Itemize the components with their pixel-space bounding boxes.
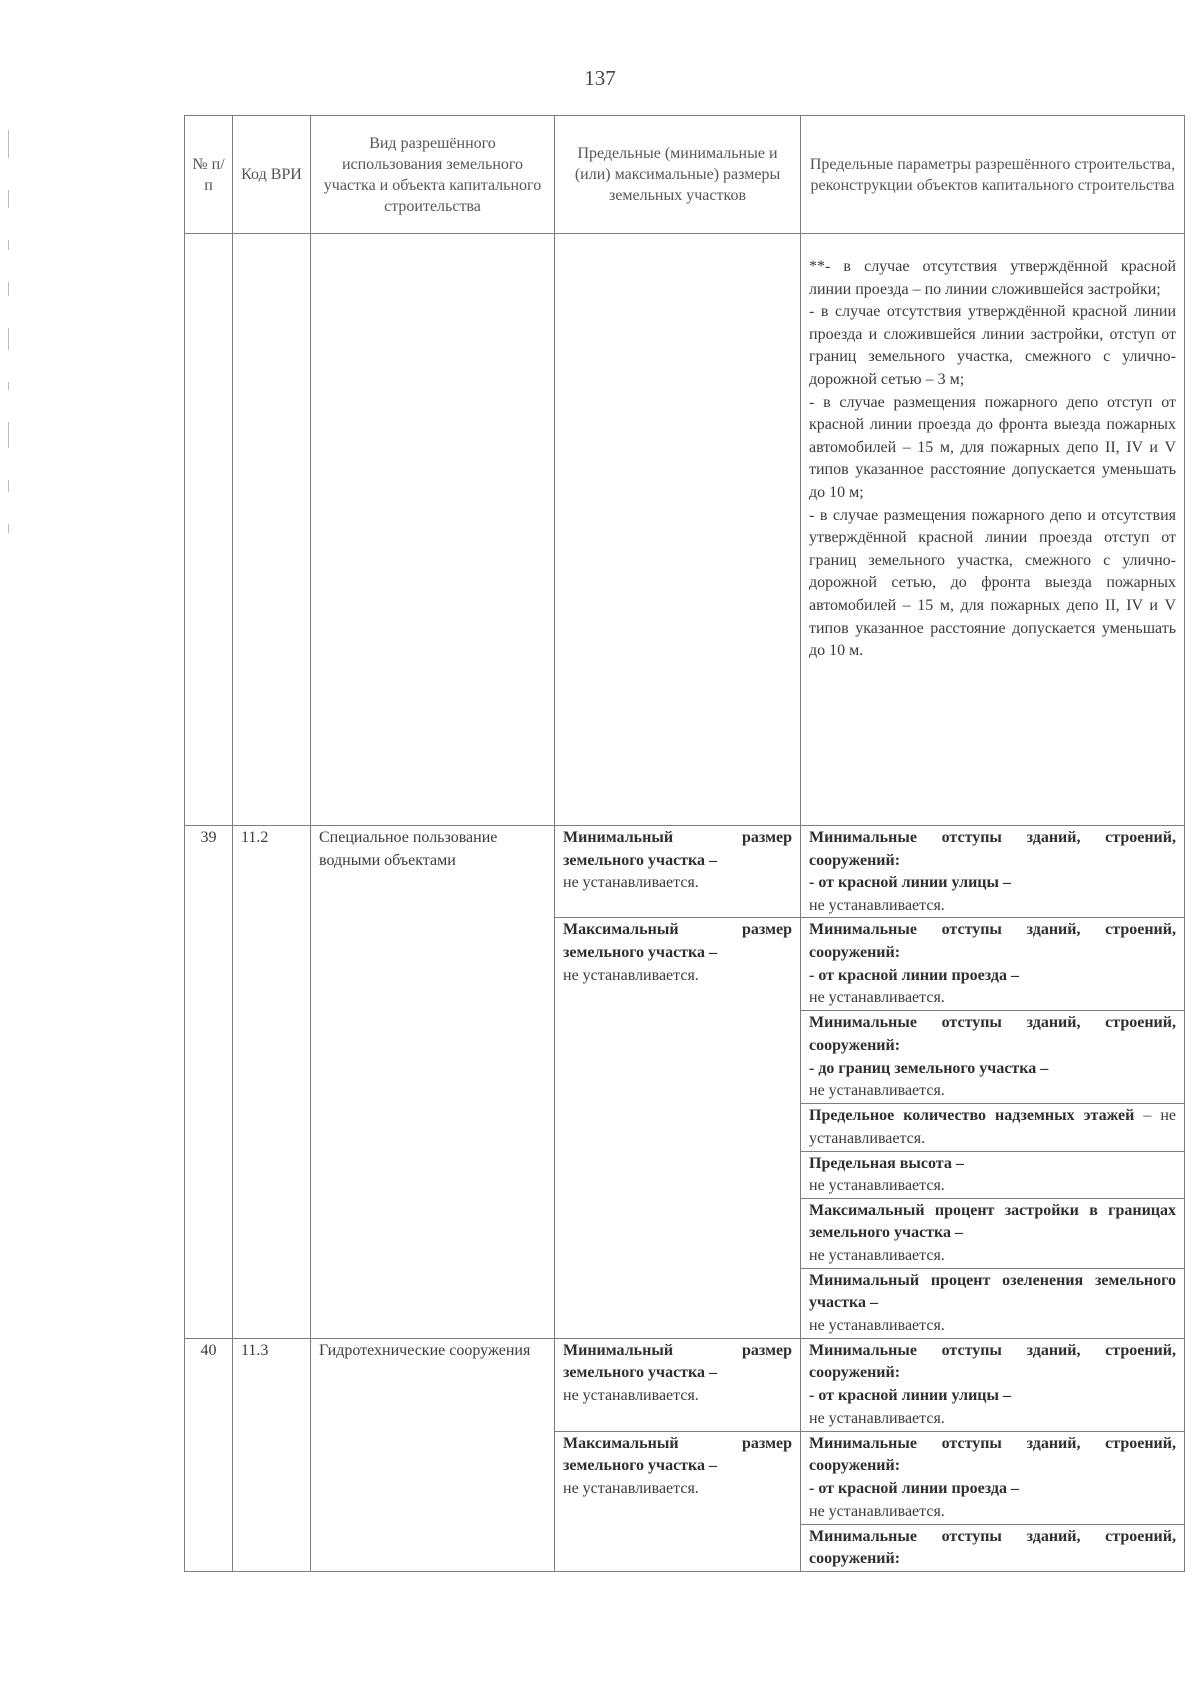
- continuation-text: **- в случае отсутствия утверждённой красной линии проезда – по линии сложившейся застройки; - в случае отсутствия утверждённой красной линии проезда и сложившейся линии застройки, отступ от границ земельного участка, смежного с улично-дорожной сетью – 3 м; - в случае размещения пожарного депо отступ от красной линии проезда до фронта выезда пожарных автомобилей – 15 м, для пожарных депо II, IV и V типов указанное расстояние допускается уменьшать до 10 м; - в случае размещения пожарного депо и отсутствия утверждённой красной линии проезда отступ от границ земельного участка, смежного с улично-дорожной сетью, до фронта выезда пожарных автомобилей – 15 м, для пожарных депо II, IV и V типов указанное расстояние допускается уменьшать до 10 м.: [801, 234, 1185, 826]
- row-param: Минимальные отступы зданий, строений, сооружений: - от красной линии улицы – не устанавливается.: [801, 1338, 1185, 1431]
- row-max-size: Максимальный размер земельного участка – не устанавливается.: [555, 1431, 801, 1571]
- row-max-size: Максимальный размер земельного участка – не устанавливается.: [555, 918, 801, 1338]
- header-code: Код ВРИ: [233, 116, 311, 234]
- table-header-row: [185, 116, 1185, 234]
- row-param: Минимальные отступы зданий, строений, сооружений:: [801, 1524, 1185, 1571]
- row-param: Минимальный процент озеленения земельного участка – не устанавливается.: [801, 1268, 1185, 1338]
- regulations-table: [184, 115, 1185, 1572]
- header-params: Предельные параметры разрешённого строительства, реконструкции объектов капитального строительства: [801, 116, 1185, 234]
- row-param: Минимальные отступы зданий, строений, сооружений: - от красной линии улицы – не устанавливается.: [801, 826, 1185, 918]
- table-row-continuation: [185, 234, 1185, 826]
- row-param: Минимальные отступы зданий, строений, сооружений: - от красной линии проезда – не устанавливается.: [801, 918, 1185, 1011]
- row-param: Минимальные отступы зданий, строений, сооружений: - до границ земельного участка – не устанавливается.: [801, 1011, 1185, 1104]
- scan-edge-marks: [8, 130, 12, 565]
- header-num: № п/п: [185, 116, 233, 234]
- table-row-39: [185, 826, 1185, 918]
- row-kind: Гидротехнические сооружения: [311, 1338, 555, 1571]
- row-min-size: Минимальный размер земельного участка – не устанавливается.: [555, 826, 801, 918]
- row-num: 39: [185, 826, 233, 1339]
- row-param: Максимальный процент застройки в границах земельного участка – не устанавливается.: [801, 1198, 1185, 1268]
- row-code: 11.3: [233, 1338, 311, 1571]
- page-number: 137: [584, 66, 616, 90]
- row-num: 40: [185, 1338, 233, 1571]
- row-kind: Специальное пользование водными объектами: [311, 826, 555, 1339]
- row-param: Предельная высота – не устанавливается.: [801, 1151, 1185, 1198]
- header-sizes: Предельные (минимальные и (или) максимальные) размеры земельных участков: [555, 116, 801, 234]
- row-min-size: Минимальный размер земельного участка – не устанавливается.: [555, 1338, 801, 1431]
- row-param: Предельное количество надземных этажей – не устанавливается.: [801, 1104, 1185, 1151]
- row-param: Минимальные отступы зданий, строений, сооружений: - от красной линии проезда – не устанавливается.: [801, 1431, 1185, 1524]
- header-kind: Вид разрешённого использования земельного участка и объекта капитального строительства: [311, 116, 555, 234]
- table-row-40: [185, 1338, 1185, 1431]
- row-code: 11.2: [233, 826, 311, 1339]
